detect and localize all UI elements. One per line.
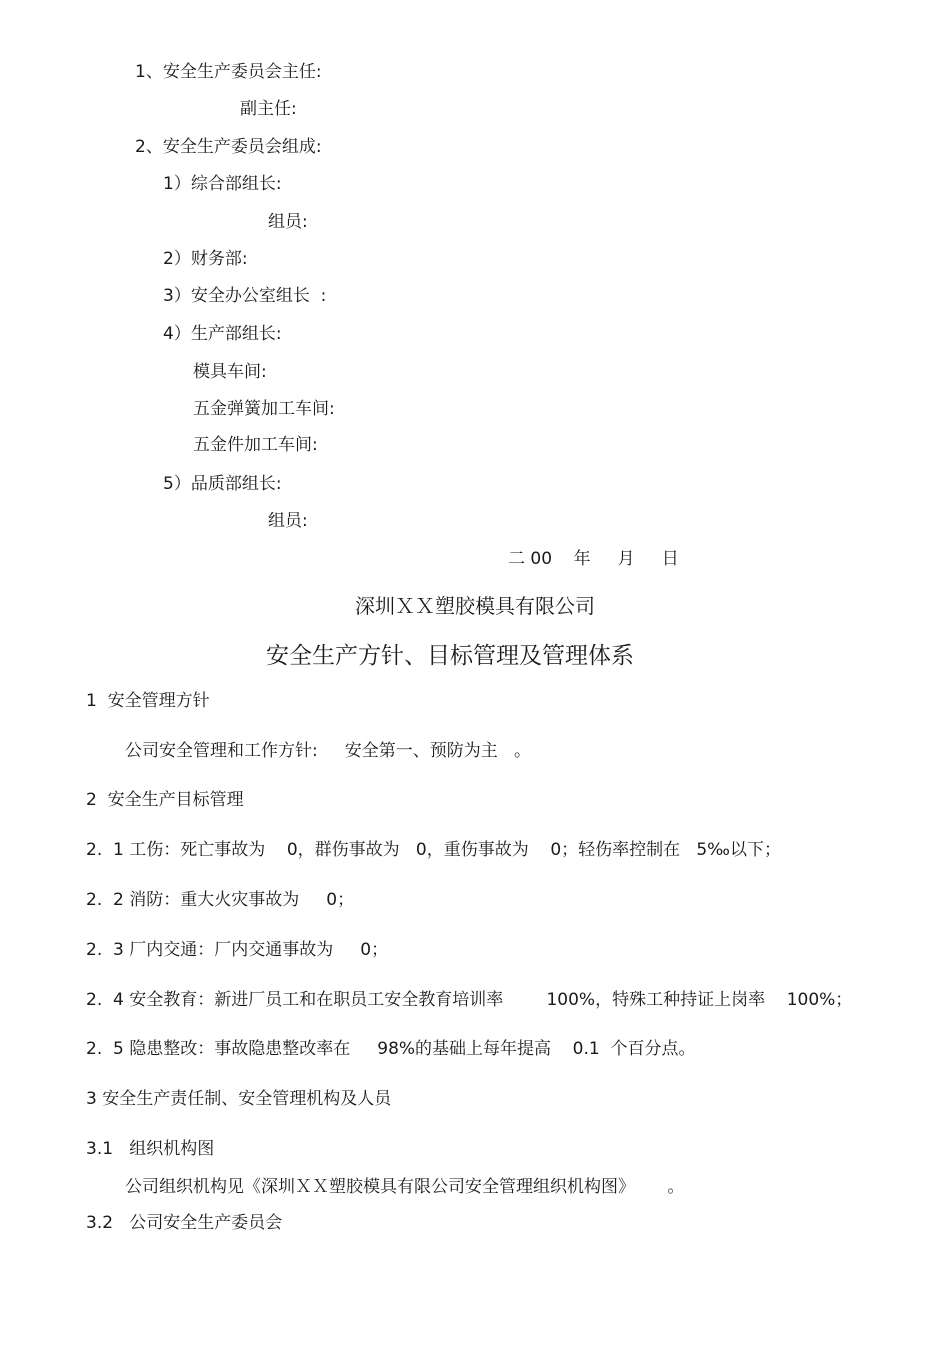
section-2-3: 2. 3 厂内交通：厂内交通事故为 0；: [86, 940, 389, 960]
general-dept-members: 组员:: [268, 212, 308, 232]
committee-deputy-director: 副主任:: [240, 99, 297, 119]
section-2-heading: 2 安全生产目标管理: [86, 790, 244, 810]
committee-composition: 2、安全生产委员会组成:: [135, 137, 322, 157]
section-2-4: 2. 4 安全教育：新进厂员工和在职员工安全教育培训率 100%，特殊工种持证上岗率 100%；: [86, 990, 853, 1010]
section-3-heading: 3 安全生产责任制、安全管理机构及人员: [86, 1089, 392, 1109]
section-2-5: 2. 5 隐患整改：事故隐患整改率在 98%的基础上每年提高 0.1 个百分点。: [86, 1039, 696, 1059]
production-dept-leader: 4）生产部组长:: [163, 324, 282, 344]
committee-director: 1、安全生产委员会主任:: [135, 62, 322, 82]
spring-workshop: 五金弹簧加工车间:: [193, 399, 335, 419]
quality-dept-leader: 5）品质部组长:: [163, 474, 282, 494]
section-1-heading: 1 安全管理方针: [86, 691, 210, 711]
document-title: 安全生产方针、目标管理及管理体系: [266, 643, 634, 669]
section-2-2: 2. 2 消防：重大火灾事故为 0；: [86, 890, 355, 910]
section-3-2-heading: 3.2 公司安全生产委员会: [86, 1213, 283, 1233]
date-line: 二 00 年 月 日: [508, 549, 679, 569]
safety-office-leader: 3）安全办公室组长 :: [163, 286, 327, 306]
hardware-workshop: 五金件加工车间:: [193, 435, 318, 455]
general-dept-leader: 1）综合部组长:: [163, 174, 282, 194]
section-3-1-heading: 3.1 组织机构图: [86, 1139, 215, 1159]
finance-dept: 2）财务部:: [163, 249, 248, 269]
company-name: 深圳ＸＸ塑胶模具有限公司: [355, 594, 595, 618]
quality-dept-members: 组员:: [268, 511, 308, 531]
section-3-1-body: 公司组织机构见《深圳ＸＸ塑胶模具有限公司安全管理组织机构图》 。: [125, 1177, 685, 1197]
section-1-body: 公司安全管理和工作方针: 安全第一、预防为主 。: [125, 741, 531, 761]
section-2-1: 2. 1 工伤：死亡事故为 0，群伤事故为 0，重伤事故为 0；轻伤率控制在 5‰以下；: [86, 840, 781, 860]
mold-workshop: 模具车间:: [193, 362, 267, 382]
